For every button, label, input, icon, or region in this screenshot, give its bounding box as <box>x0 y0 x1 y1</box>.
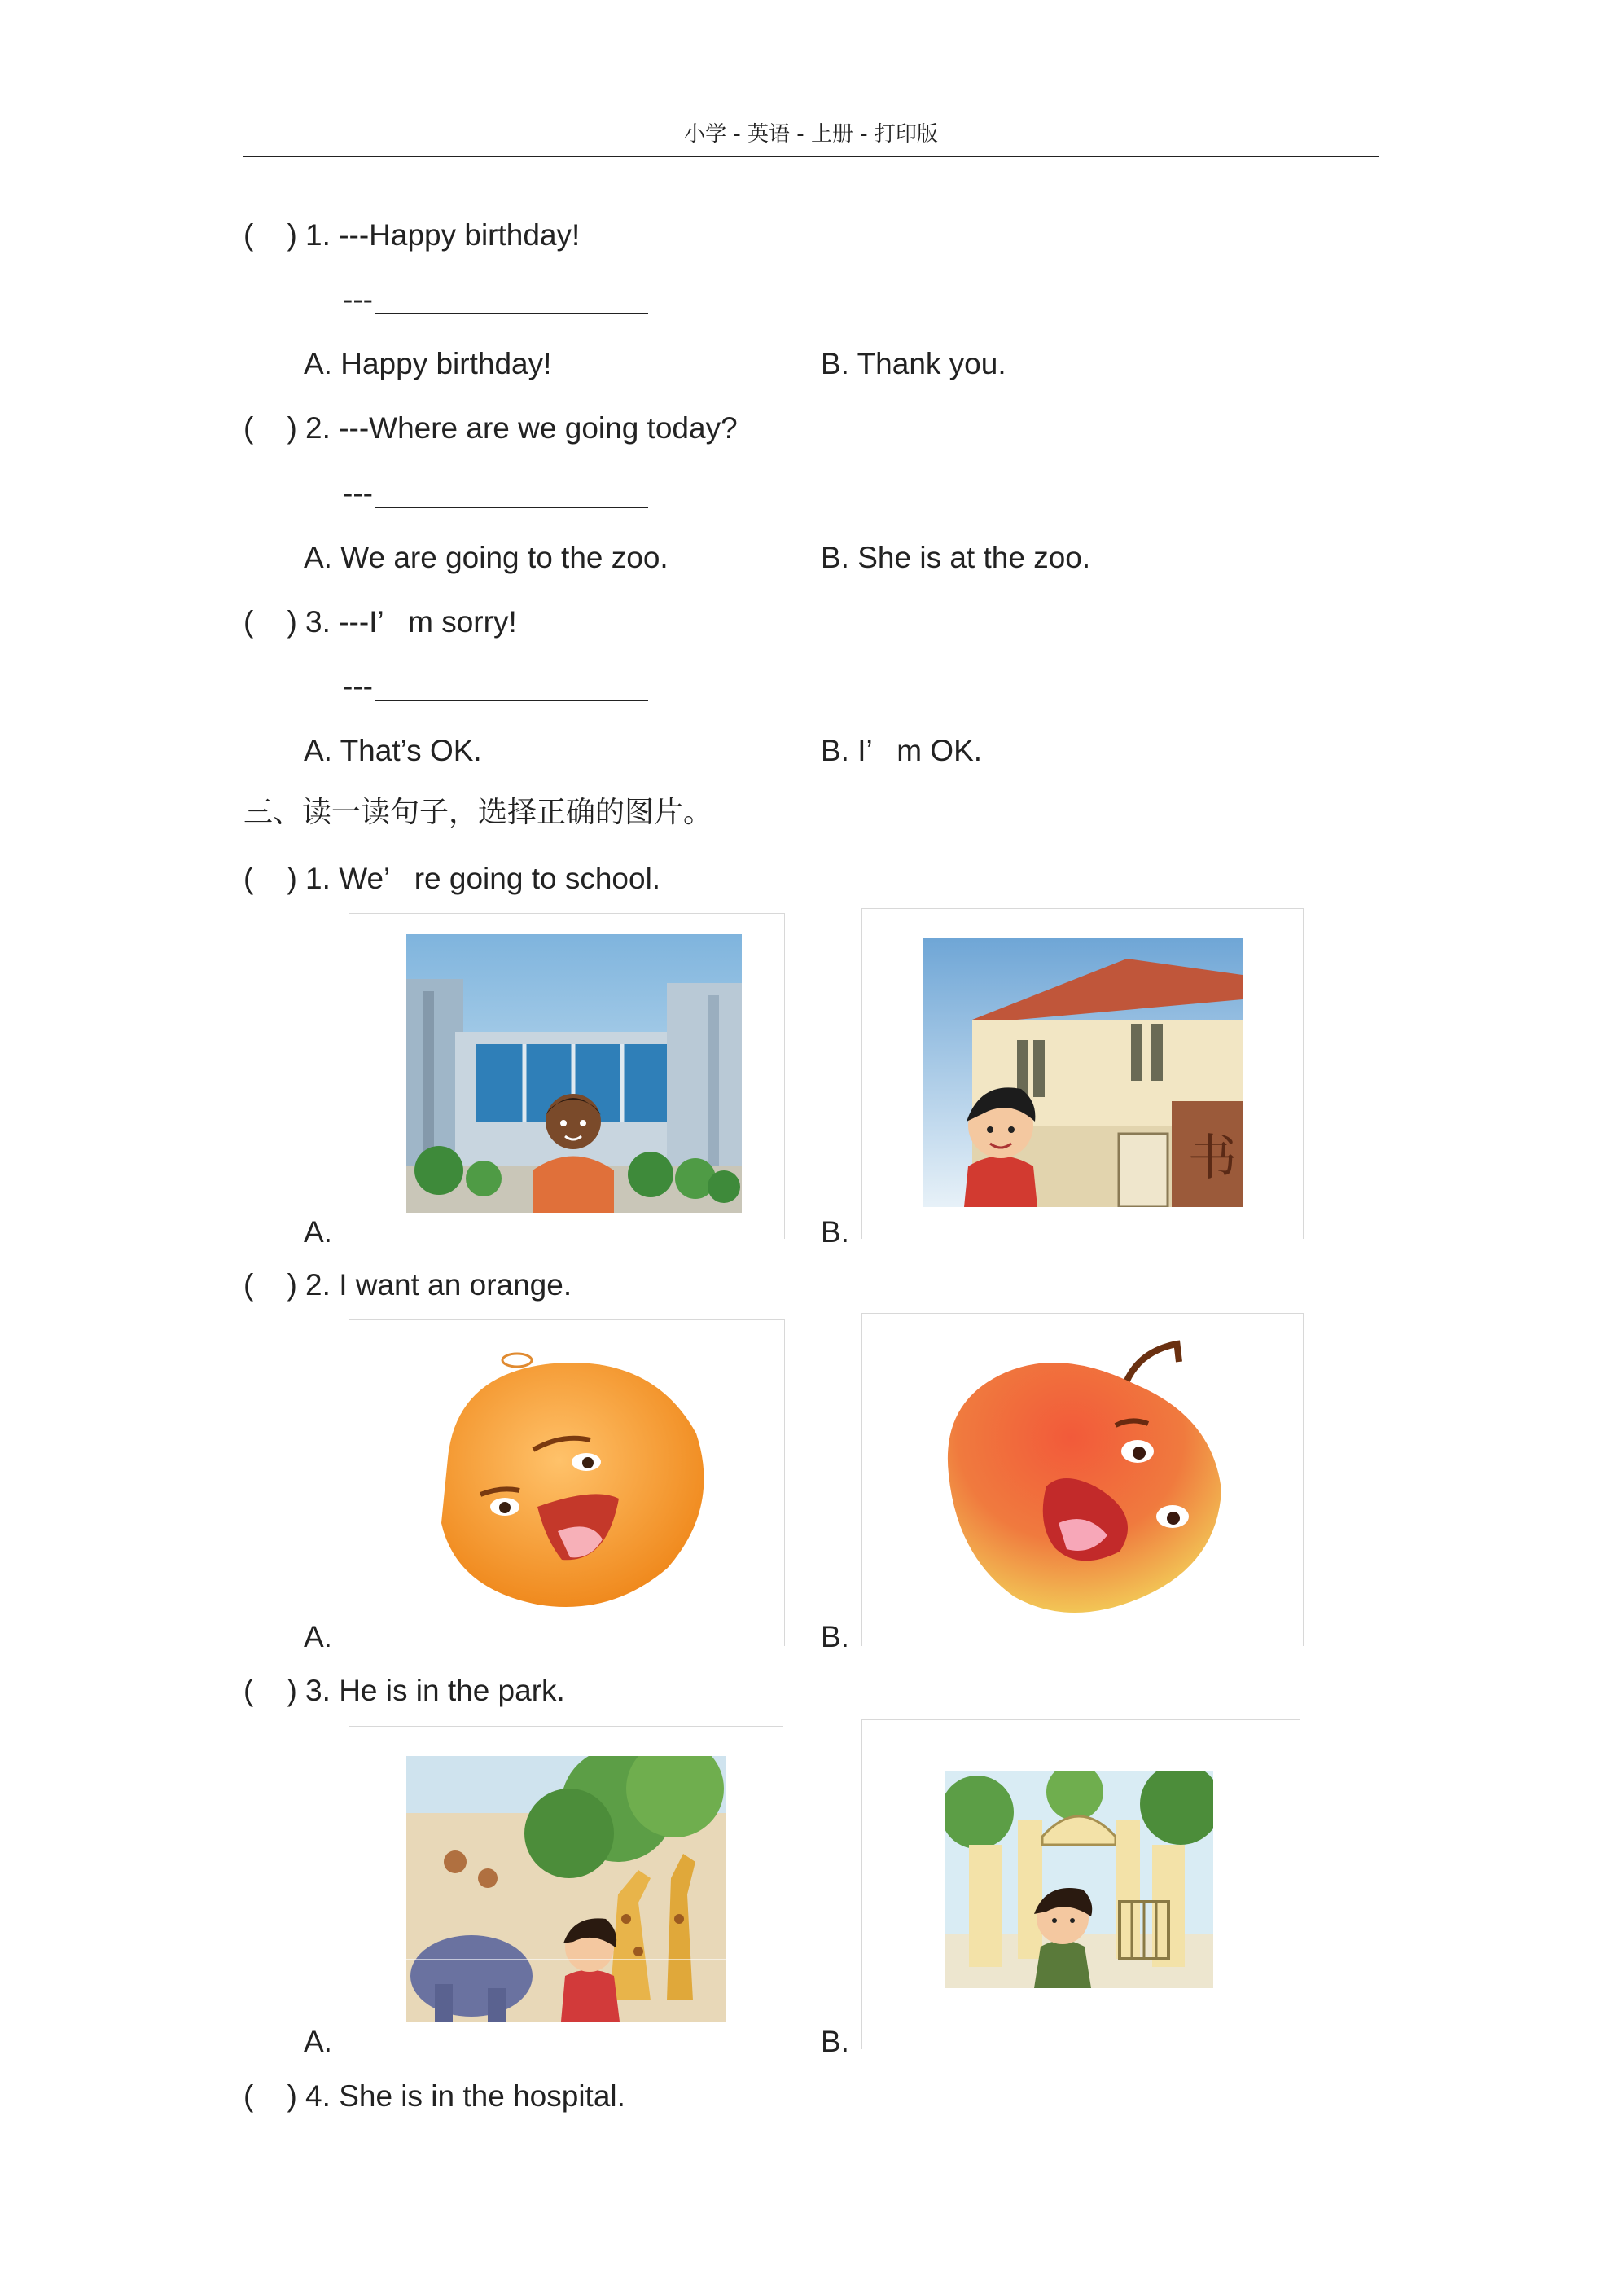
header-rule <box>243 156 1379 157</box>
picture-question-3 <box>243 1675 565 1706</box>
question-text: We’ re going to school. <box>339 862 661 895</box>
option-b-1[interactable]: B. Thank you. <box>821 347 1006 380</box>
answer-bracket[interactable]: ( ) 2. <box>243 411 340 445</box>
option-a-label[interactable]: A. <box>304 1620 332 1653</box>
bookstore-picture <box>923 938 1243 1207</box>
answer-blank[interactable] <box>375 288 648 314</box>
zoo-picture <box>406 1756 726 2022</box>
question-1 <box>243 220 580 250</box>
option-a-2[interactable]: A. We are going to the zoo. <box>304 541 669 574</box>
answer-bracket[interactable]: ( ) 3. <box>243 1674 340 1707</box>
answer-bracket[interactable]: ( ) 4. <box>243 2079 340 2113</box>
question-text: She is in the hospital. <box>339 2079 625 2113</box>
picture-question-4 <box>243 2081 625 2111</box>
picture-question-2 <box>243 1270 572 1300</box>
park-gate-picture <box>945 1771 1213 1988</box>
svg-text:书: 书 <box>1188 1130 1237 1187</box>
section-3-title: 三、读一读句子，选择正确的图片。 <box>243 796 713 829</box>
question-text: I want an orange. <box>339 1268 572 1302</box>
question-3 <box>243 607 517 637</box>
answer-line-1: --- <box>343 284 648 314</box>
answer-bracket[interactable]: ( ) 1. <box>243 218 340 252</box>
answer-bracket[interactable]: ( ) 2. <box>243 1268 340 1302</box>
option-a-1[interactable]: A. Happy birthday! <box>304 347 552 380</box>
school-building-picture <box>406 934 742 1213</box>
page-header: 小学 - 英语 - 上册 - 打印版 <box>684 122 938 147</box>
question-text: He is in the park. <box>339 1674 565 1707</box>
option-b-label[interactable]: B. <box>821 1620 849 1653</box>
option-b-3[interactable]: B. I’ m OK. <box>821 734 983 767</box>
question-2 <box>243 413 738 443</box>
answer-line-2: --- <box>343 478 648 508</box>
option-b-label[interactable]: B. <box>821 1215 849 1249</box>
orange-picture <box>423 1344 717 1621</box>
apple-picture <box>932 1328 1242 1633</box>
answer-line-3: --- <box>343 671 648 701</box>
option-a-3[interactable]: A. That’s OK. <box>304 734 482 767</box>
answer-bracket[interactable]: ( ) 3. <box>243 605 340 639</box>
option-b-label[interactable]: B. <box>821 2025 849 2058</box>
answer-blank[interactable] <box>375 482 648 508</box>
picture-question-1 <box>243 863 660 893</box>
option-b-2[interactable]: B. She is at the zoo. <box>821 541 1091 574</box>
answer-blank[interactable] <box>375 675 648 701</box>
question-text: ---Happy birthday! <box>339 218 581 252</box>
option-a-label[interactable]: A. <box>304 1215 332 1249</box>
question-text: ---Where are we going today? <box>339 411 738 445</box>
question-text: ---I’ m sorry! <box>339 605 517 639</box>
answer-bracket[interactable]: ( ) 1. <box>243 862 340 895</box>
option-a-label[interactable]: A. <box>304 2025 332 2058</box>
